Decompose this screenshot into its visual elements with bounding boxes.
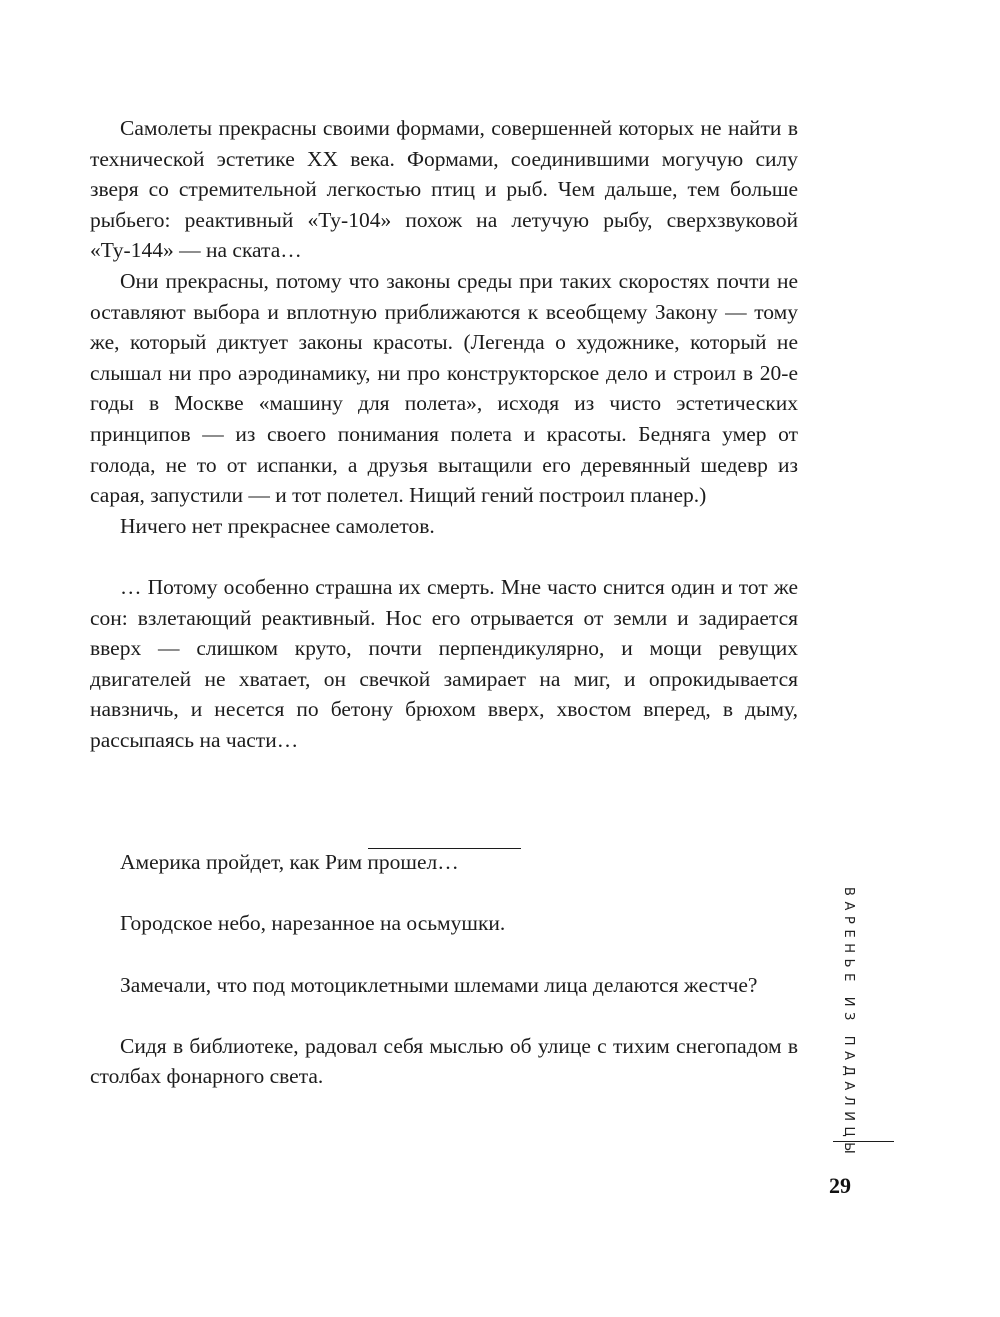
- paragraph-gap: [90, 541, 798, 572]
- paragraph-library: Сидя в библиотеке, радовал себя мыслью об улице с тихим снегопадом в столбах фонарного света.: [90, 1033, 798, 1089]
- paragraph-nothing-more-beautiful: Ничего нет прекраснее самолетов.: [120, 513, 435, 538]
- folio-rule: [833, 1141, 894, 1142]
- paragraph-airplanes-forms: Самолеты прекрасны своими формами, совершенней которых не найти в технической эстетике XX века. Формами, соединившими могучую силу зверя со стремительной легкостью птиц и рыб. Чем дальше, тем больше рыбьего: реактивный «Ту-104» похож на летучую рыбу, сверхзвуковой «Ту-144» — на ската…: [90, 116, 798, 263]
- paragraph-dream-crash: … Потому особенно страшна их смерть. Мне часто снится один и тот же сон: взлетающий реактивный. Нос его отрывается от земли и задирается вверх — слишком круто, почти перпендикулярно, и мощи ревущих двигателей не хватает, он свечкой замирает на миг, и опрокидывается навзничь, и несется по бетону брюхом вверх, хвостом вперед, в дыму, рассыпаясь на части…: [90, 574, 798, 752]
- paragraph-laws-of-beauty: Они прекрасны, потому что законы среды при таких скоростях почти не оставляют выбора и вплотную приближаются к всеобщему Закону — тому же, который диктует законы красоты. (Легенда о художнике, который не слышал ни про аэродинамику, ни про конструкторское дело и строил в 20-е годы в Москве «машину для полета», исходя из чисто эстетических принципов — из своего понимания полета и красоты. Бедняга умер от голода, не то от испанки, а друзья вытащили его деревянный шедевр из сарая, запустили — и тот полетел. Нищий гений построил планер.): [90, 268, 798, 508]
- section-gap: [90, 755, 798, 786]
- page-number: 29: [829, 1173, 851, 1198]
- paragraph-city-sky: Городское небо, нарезанное на осьмушки.: [120, 911, 506, 936]
- paragraph-america: Америка пройдет, как Рим прошел…: [120, 850, 459, 875]
- running-head: ВАРЕНЬЕ ИЗ ПАДАЛИЦЫ: [841, 887, 856, 1160]
- section-separator-rule: [368, 848, 521, 849]
- paragraph-gap: [90, 939, 798, 970]
- section-gap: [90, 786, 798, 817]
- paragraph-helmets: Замечали, что под мотоциклетными шлемами лица делаются жестче?: [120, 972, 758, 997]
- body-text: [90, 113, 798, 1092]
- section-gap: [90, 817, 798, 848]
- paragraph-gap: [90, 1000, 798, 1031]
- paragraph-gap: [90, 878, 798, 909]
